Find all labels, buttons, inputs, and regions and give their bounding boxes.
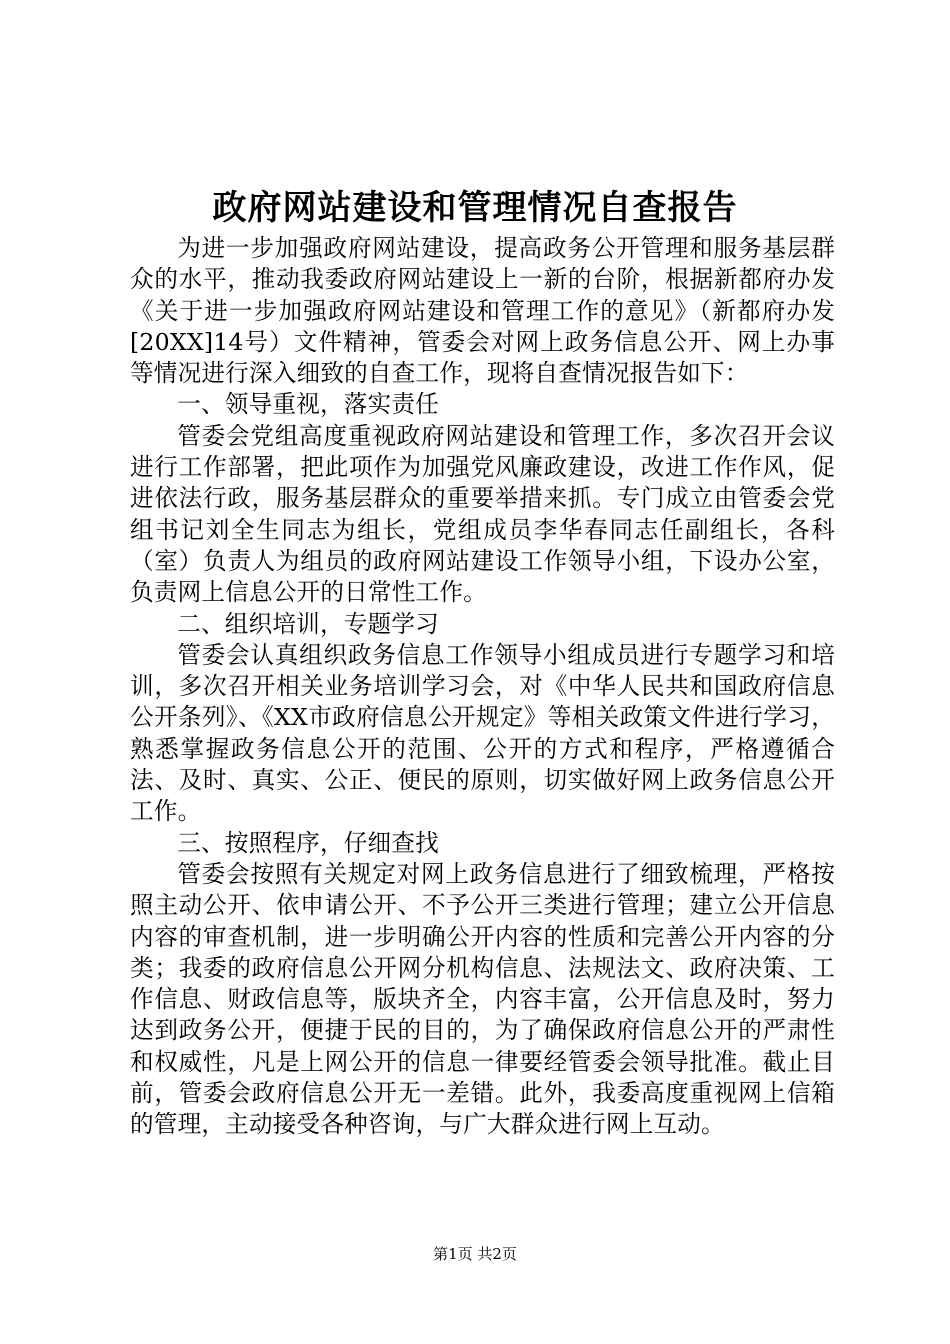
section-paragraph-2: 管委会认真组织政务信息工作领导小组成员进行专题学习和培训，多次召开相关业务培训学习会，对《中华人民共和国政府信息公开条列》、《XX市政府信息公开规定》等相关政策文件进行学习，熟悉掌握政务信息公开的范围、公开的方式和程序，严格遵循合法、及时、真实、公正、便民的原则，切实做好网上政务信息公开工作。 xyxy=(130,640,835,826)
section-heading-2: 二、组织培训，专题学习 xyxy=(177,609,439,638)
document-title: 政府网站建设和管理情况自查报告 xyxy=(212,188,738,228)
section-paragraph-1: 管委会党组高度重视政府网站建设和管理工作，多次召开会议进行工作部署，把此项作为加强党风廉政建设，改进工作作风，促进依法行政，服务基层群众的重要举措来抓。专门成立由管委会党组书记刘全生同志为组长，党组成员李华春同志任副组长，各科（室）负责人为组员的政府网站建设工作领导小组，下设办公室，负责网上信息公开的日常性工作。 xyxy=(130,421,835,607)
section-heading-1: 一、领导重视，落实责任 xyxy=(177,390,439,419)
section-heading-3: 三、按照程序，仔细查找 xyxy=(177,828,439,857)
page-number-footer: 第1页 共2页 xyxy=(433,1245,517,1263)
document-body xyxy=(130,233,835,1141)
intro-paragraph: 为进一步加强政府网站建设，提高政务公开管理和服务基层群众的水平，推动我委政府网站建设上一新的台阶，根据新都府办发《关于进一步加强政府网站建设和管理工作的意见》（新都府办发[20XX]14号）文件精神，管委会对网上政务信息公开、网上办事等情况进行深入细致的自查工作，现将自查情况报告如下： xyxy=(130,234,835,388)
section-paragraph-3: 管委会按照有关规定对网上政务信息进行了细致梳理，严格按照主动公开、依申请公开、不予公开三类进行管理；建立公开信息内容的审查机制，进一步明确公开内容的性质和完善公开内容的分类；我委的政府信息公开网分机构信息、法规法文、政府决策、工作信息、财政信息等，版块齐全，内容丰富，公开信息及时，努力达到政务公开，便捷于民的目的，为了确保政府信息公开的严肃性和权威性，凡是上网公开的信息一律要经管委会领导批准。截止目前，管委会政府信息公开无一差错。此外，我委高度重视网上信箱的管理，主动接受各种咨询，与广大群众进行网上互动。 xyxy=(130,859,835,1139)
